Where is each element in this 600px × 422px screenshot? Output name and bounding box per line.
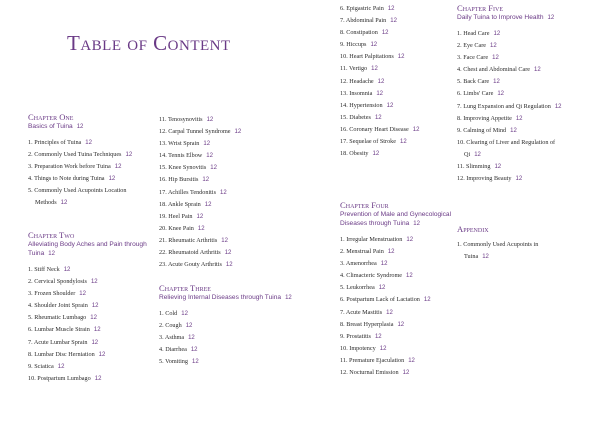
entry-title: 8. Lumbar Disc Herniation bbox=[28, 350, 95, 358]
entry-title: 2. Cough bbox=[159, 322, 182, 330]
entry-title: 17. Achilles Tendonitis bbox=[159, 188, 217, 196]
page-number: 12 bbox=[492, 55, 499, 62]
page-number: 12 bbox=[63, 267, 71, 273]
toc-entry[interactable] bbox=[340, 270, 452, 282]
toc-entry[interactable] bbox=[340, 294, 452, 306]
page-number: 12 bbox=[510, 127, 517, 134]
page-number: 12 bbox=[181, 311, 188, 317]
page-number: 12 bbox=[474, 151, 481, 158]
entry-title: 8. Improving Appetite bbox=[457, 114, 512, 122]
page-number: 12 bbox=[494, 164, 502, 171]
entry-title: 12. Nocturnal Emission bbox=[340, 369, 399, 377]
page-number: 12 bbox=[190, 347, 198, 354]
page-number: 12 bbox=[203, 141, 211, 148]
page-number: 12 bbox=[380, 261, 388, 268]
page-number: 12 bbox=[515, 176, 523, 183]
page-number: 12 bbox=[482, 254, 489, 261]
toc-entry[interactable] bbox=[340, 51, 452, 63]
toc-entry[interactable] bbox=[340, 15, 452, 27]
toc-entry[interactable] bbox=[28, 337, 148, 349]
page-number: 12 bbox=[374, 333, 382, 340]
toc-entry[interactable] bbox=[340, 27, 452, 39]
entry-title-continued bbox=[457, 251, 585, 263]
entry-title: 4. Shoulder Joint Sprain bbox=[28, 302, 88, 310]
entry-title: 3. Face Care bbox=[457, 54, 489, 62]
entry-title-continued-text: Qi bbox=[464, 150, 471, 158]
toc-entry[interactable] bbox=[159, 211, 299, 223]
entry-title: 23. Acute Gouty Arthritis bbox=[159, 261, 222, 269]
toc-entry[interactable] bbox=[457, 137, 585, 161]
entry-title: 1. Head Care bbox=[457, 30, 490, 37]
page-number: 12 bbox=[376, 90, 383, 97]
page-number: 12 bbox=[397, 54, 405, 61]
entry-title: 2. Commonly Used Tuina Techniques bbox=[28, 151, 122, 159]
entry-title: 5. Vomiting bbox=[159, 358, 188, 366]
entry-title: 10. Impotency bbox=[340, 344, 376, 352]
page-number: 12 bbox=[234, 129, 242, 136]
toc-entry[interactable] bbox=[340, 307, 452, 319]
page-number: 12 bbox=[225, 262, 233, 269]
toc-entry[interactable] bbox=[457, 76, 585, 88]
entry-title: 9. Prostatitis bbox=[340, 332, 371, 340]
toc-entry[interactable] bbox=[28, 324, 148, 336]
page-number: 12 bbox=[406, 273, 413, 280]
toc-entry[interactable] bbox=[340, 100, 452, 112]
toc-entry[interactable] bbox=[28, 173, 148, 185]
entry-title: 20. Knee Pain bbox=[159, 224, 194, 232]
toc-entry[interactable] bbox=[159, 199, 299, 211]
entry-title: 19. Heel Pain bbox=[159, 212, 193, 220]
entry-title: 10. Postpartum Lumbago bbox=[28, 374, 91, 382]
toc-entry[interactable] bbox=[457, 125, 585, 137]
entry-title-continued bbox=[457, 149, 585, 161]
toc-entry[interactable] bbox=[159, 344, 299, 356]
toc-entry[interactable] bbox=[28, 361, 148, 373]
toc-entry[interactable] bbox=[340, 39, 452, 51]
toc-entry[interactable] bbox=[457, 28, 585, 40]
chapter-subtitle-text: Basics of Tuina bbox=[28, 123, 73, 130]
page-number: 12 bbox=[94, 375, 102, 382]
toc-entry[interactable] bbox=[340, 258, 452, 270]
page-number: 12 bbox=[210, 165, 217, 172]
page-number: 12 bbox=[387, 6, 395, 12]
toc-entry[interactable] bbox=[159, 223, 299, 235]
page-number: 12 bbox=[91, 303, 99, 310]
entry-title: 14. Tennis Elbow bbox=[159, 152, 203, 160]
page-number: 12 bbox=[196, 213, 204, 220]
page-number: 12 bbox=[108, 176, 116, 183]
toc-entry[interactable] bbox=[457, 64, 585, 76]
entry-title: 1. Commonly Used Acupoints in bbox=[457, 241, 539, 248]
toc-entry[interactable] bbox=[340, 3, 452, 15]
page-number: 12 bbox=[493, 31, 501, 37]
chapter-subtitle-text: Prevention of Male and Gynecological Diseases through Tuina bbox=[340, 211, 452, 227]
toc-entry[interactable] bbox=[340, 343, 452, 355]
entry-list bbox=[457, 239, 585, 263]
page-number: 12 bbox=[220, 189, 227, 196]
page-number: 12 bbox=[370, 42, 378, 49]
entry-title: 6. Epigastric Pain bbox=[340, 5, 384, 12]
chapter-heading[interactable]: Chapter Five bbox=[457, 3, 503, 13]
toc-entry[interactable] bbox=[159, 308, 299, 320]
page-number: 12 bbox=[125, 152, 133, 159]
entry-title: 1. Cold bbox=[159, 310, 178, 317]
toc-entry[interactable] bbox=[28, 264, 148, 276]
toc-entry[interactable] bbox=[28, 137, 148, 149]
page-number: 12 bbox=[412, 126, 420, 133]
page-title: Table of Content bbox=[67, 31, 231, 55]
page-number: 12 bbox=[400, 139, 407, 146]
toc-entry[interactable] bbox=[159, 126, 299, 138]
entry-title: 5. Back Care bbox=[457, 78, 490, 86]
entry-list bbox=[159, 308, 299, 368]
entry-title-continued-text: Tuina bbox=[464, 253, 479, 261]
page-number: 12 bbox=[413, 221, 420, 227]
toc-entry[interactable] bbox=[159, 356, 299, 368]
page-number: 12 bbox=[285, 295, 292, 301]
toc-entry[interactable] bbox=[159, 332, 299, 344]
chapter-subtitle[interactable] bbox=[340, 210, 452, 229]
page-number: 12 bbox=[493, 79, 500, 86]
entry-list bbox=[340, 3, 452, 160]
entry-title: 9. Sciatica bbox=[28, 362, 54, 370]
entry-title: 7. Acute Mastitis bbox=[340, 308, 383, 316]
entry-title: 12. Improving Beauty bbox=[457, 175, 512, 183]
page-number: 12 bbox=[397, 321, 405, 328]
toc-entry[interactable] bbox=[28, 300, 148, 312]
toc-entry[interactable] bbox=[340, 88, 452, 100]
entry-title: 9. Hiccups bbox=[340, 41, 367, 49]
entry-title: 21. Rheumatic Arthritis bbox=[159, 236, 218, 244]
toc-entry[interactable] bbox=[340, 246, 452, 258]
page-number: 12 bbox=[192, 359, 199, 366]
toc-entry[interactable] bbox=[457, 40, 585, 52]
entry-list bbox=[457, 28, 585, 185]
toc-entry[interactable] bbox=[159, 235, 299, 247]
chapter-heading[interactable]: Chapter Four bbox=[340, 200, 389, 210]
page-number: 12 bbox=[93, 327, 101, 334]
entry-title-continued bbox=[28, 197, 148, 209]
entry-title: 15. Diabetes bbox=[340, 113, 371, 121]
page-number: 12 bbox=[423, 297, 431, 304]
toc-section bbox=[159, 114, 299, 271]
page-number: 12 bbox=[406, 237, 414, 243]
entry-title: 1. Principles of Tuina bbox=[28, 139, 82, 146]
page-number: 12 bbox=[408, 357, 415, 364]
entry-title: 18. Obesity bbox=[340, 150, 369, 158]
page-number: 12 bbox=[387, 249, 395, 256]
page-number: 12 bbox=[371, 66, 378, 73]
page-number: 12 bbox=[390, 18, 397, 25]
entry-title: 14. Hypertension bbox=[340, 101, 383, 109]
toc-entry[interactable] bbox=[159, 187, 299, 199]
chapter-subtitle-text: Alleviating Body Aches and Pain through Tuina bbox=[28, 241, 147, 257]
entry-title: 18. Ankle Sprain bbox=[159, 200, 201, 208]
page-number: 12 bbox=[224, 250, 232, 257]
page-number: 12 bbox=[490, 43, 497, 50]
page-number: 12 bbox=[114, 164, 122, 171]
entry-title: 5. Leukorrhea bbox=[340, 284, 375, 292]
entry-list bbox=[340, 234, 452, 379]
toc-entry[interactable] bbox=[457, 161, 585, 173]
entry-title: 17. Sequelae of Stroke bbox=[340, 138, 397, 146]
entry-title: 6. Lumbar Muscle Strain bbox=[28, 326, 90, 334]
entry-title: 11. Tenosynovitis bbox=[159, 116, 203, 123]
entry-title: 3. Frozen Shoulder bbox=[28, 290, 76, 298]
entry-title: 12. Carpal Tunnel Syndrome bbox=[159, 128, 231, 136]
entry-title: 4. Climacteric Syndrome bbox=[340, 272, 403, 280]
toc-entry[interactable] bbox=[457, 113, 585, 125]
chapter-heading[interactable]: Chapter One bbox=[28, 112, 74, 122]
page-number: 12 bbox=[497, 91, 505, 98]
entry-title: 16. Hip Bursitis bbox=[159, 176, 199, 184]
toc-section bbox=[340, 200, 452, 379]
entry-title: 3. Preparation Work before Tuina bbox=[28, 163, 111, 171]
toc-entry[interactable] bbox=[159, 150, 299, 162]
entry-title: 2. Menstrual Pain bbox=[340, 248, 384, 256]
page-number: 12 bbox=[386, 102, 394, 109]
toc-entry[interactable] bbox=[159, 247, 299, 259]
toc-section bbox=[28, 112, 148, 210]
chapter-subtitle[interactable] bbox=[159, 293, 299, 303]
toc-section bbox=[28, 230, 148, 385]
toc-section bbox=[159, 283, 299, 368]
entry-title: 1. Stiff Neck bbox=[28, 266, 60, 273]
entry-list bbox=[159, 114, 299, 271]
page-number: 12 bbox=[197, 225, 205, 232]
toc-entry[interactable] bbox=[340, 124, 452, 136]
page-number: 12 bbox=[60, 200, 68, 207]
page-number: 12 bbox=[98, 351, 106, 358]
entry-title: 7. Lung Expansion and Qi Regulation bbox=[457, 102, 551, 110]
entry-title: 13. Insomnia bbox=[340, 89, 373, 97]
entry-title: 12. Headache bbox=[340, 77, 374, 85]
entry-title: 10. Clearing of Liver and Regulation of bbox=[457, 138, 556, 146]
toc-entry[interactable] bbox=[340, 319, 452, 331]
entry-title: 11. Vertigo bbox=[340, 65, 368, 73]
page-number: 12 bbox=[188, 335, 195, 342]
page-number: 12 bbox=[90, 279, 98, 286]
page-number: 12 bbox=[386, 309, 393, 316]
page-number: 12 bbox=[377, 78, 385, 85]
page-number: 12 bbox=[534, 67, 541, 74]
entry-title: 10. Heart Palpitations bbox=[340, 53, 394, 61]
page-number: 12 bbox=[554, 103, 562, 110]
page-number: 12 bbox=[379, 345, 387, 352]
chapter-subtitle[interactable] bbox=[457, 13, 585, 23]
toc-entry[interactable] bbox=[28, 276, 148, 288]
toc-entry[interactable] bbox=[28, 161, 148, 173]
entry-title: 3. Amenorrhea bbox=[340, 260, 377, 268]
toc-entry[interactable] bbox=[340, 63, 452, 75]
page-number: 12 bbox=[372, 151, 380, 158]
toc-entry[interactable] bbox=[159, 114, 299, 126]
entry-list bbox=[28, 264, 148, 385]
entry-title: 4. Diarrhea bbox=[159, 346, 187, 354]
entry-title: 16. Coronary Heart Disease bbox=[340, 125, 409, 133]
page-number: 12 bbox=[90, 315, 97, 322]
toc-section bbox=[457, 224, 585, 263]
toc-entry[interactable] bbox=[340, 148, 452, 160]
entry-title: 8. Breast Hyperplasia bbox=[340, 320, 394, 328]
toc-entry[interactable] bbox=[457, 173, 585, 185]
chapter-subtitle[interactable] bbox=[28, 240, 148, 259]
toc-entry[interactable] bbox=[340, 367, 452, 379]
chapter-heading[interactable]: Chapter Two bbox=[28, 230, 75, 240]
entry-title: 22. Rheumatoid Arthritis bbox=[159, 249, 221, 257]
page-number: 12 bbox=[204, 201, 212, 208]
entry-title: 7. Abdominal Pain bbox=[340, 17, 387, 25]
page-number: 12 bbox=[57, 363, 65, 370]
page-number: 12 bbox=[206, 153, 213, 160]
toc-entry[interactable] bbox=[340, 76, 452, 88]
page-number: 12 bbox=[91, 339, 99, 346]
entry-title: 7. Acute Lumbar Sprain bbox=[28, 338, 88, 346]
page-number: 12 bbox=[515, 115, 523, 122]
entry-title: 4. Things to Note during Tuina bbox=[28, 175, 105, 183]
page-number: 12 bbox=[85, 140, 92, 146]
toc-section bbox=[457, 3, 585, 185]
toc-entry[interactable] bbox=[340, 234, 452, 246]
toc-entry[interactable] bbox=[28, 185, 148, 209]
entry-title: 6. Limbs' Care bbox=[457, 90, 494, 98]
entry-title: 3. Asthma bbox=[159, 334, 185, 342]
chapter-subtitle-text: Daily Tuina to Improve Health bbox=[457, 14, 544, 21]
toc-entry[interactable] bbox=[28, 288, 148, 300]
entry-title: 11. Premature Ejaculation bbox=[340, 356, 405, 364]
toc-entry[interactable] bbox=[28, 373, 148, 385]
toc-entry[interactable] bbox=[340, 136, 452, 148]
entry-title: 2. Cervical Spondylosis bbox=[28, 278, 87, 286]
toc-entry[interactable] bbox=[457, 239, 585, 263]
toc-section bbox=[340, 3, 452, 160]
page-number: 12 bbox=[206, 117, 214, 123]
entry-title: 11. Slimming bbox=[457, 163, 491, 171]
page-number: 12 bbox=[374, 114, 382, 121]
entry-title-continued-text: Methods bbox=[35, 199, 57, 207]
toc-entry[interactable] bbox=[457, 101, 585, 113]
toc-entry[interactable] bbox=[340, 331, 452, 343]
chapter-subtitle[interactable] bbox=[28, 122, 148, 132]
toc-entry[interactable] bbox=[28, 349, 148, 361]
entry-title: 4. Chest and Abdominal Care bbox=[457, 66, 531, 74]
page-number: 12 bbox=[221, 237, 228, 244]
entry-title: 2. Eye Care bbox=[457, 42, 487, 50]
entry-title: 6. Postpartum Lack of Lactation bbox=[340, 296, 420, 304]
page-number: 12 bbox=[202, 177, 210, 184]
toc-entry[interactable] bbox=[159, 174, 299, 186]
entry-title: 1. Irregular Menstruation bbox=[340, 236, 403, 243]
chapter-heading[interactable]: Chapter Three bbox=[159, 283, 211, 293]
page-number: 12 bbox=[402, 370, 410, 377]
toc-entry[interactable] bbox=[457, 52, 585, 64]
entry-title: 13. Wrist Sprain bbox=[159, 140, 200, 148]
chapter-heading[interactable]: Appendix bbox=[457, 224, 489, 234]
page-number: 12 bbox=[48, 251, 55, 257]
page-number: 12 bbox=[76, 124, 84, 130]
entry-title: 5. Rheumatic Lumbago bbox=[28, 314, 87, 322]
toc-entry[interactable] bbox=[457, 88, 585, 100]
entry-title: 9. Calming of Mind bbox=[457, 126, 507, 134]
page-number: 12 bbox=[79, 291, 86, 298]
toc-entry[interactable] bbox=[159, 162, 299, 174]
toc-entry[interactable] bbox=[159, 320, 299, 332]
page-number: 12 bbox=[381, 30, 389, 37]
toc-entry[interactable] bbox=[340, 112, 452, 124]
chapter-subtitle-text: Relieving Internal Diseases through Tuina bbox=[159, 294, 282, 301]
page-number: 12 bbox=[185, 323, 193, 330]
entry-list bbox=[28, 137, 148, 210]
entry-title: 8. Constipation bbox=[340, 29, 378, 37]
toc-entry[interactable] bbox=[159, 259, 299, 271]
toc-entry[interactable] bbox=[159, 138, 299, 150]
toc-entry[interactable] bbox=[340, 282, 452, 294]
toc-entry[interactable] bbox=[28, 312, 148, 324]
entry-title: 5. Commonly Used Acupoints Location bbox=[28, 187, 127, 195]
page-number: 12 bbox=[378, 285, 386, 292]
page-number: 12 bbox=[547, 15, 555, 21]
entry-title: 15. Knee Synovitis bbox=[159, 164, 207, 172]
toc-entry[interactable] bbox=[28, 149, 148, 161]
toc-entry[interactable] bbox=[340, 355, 452, 367]
